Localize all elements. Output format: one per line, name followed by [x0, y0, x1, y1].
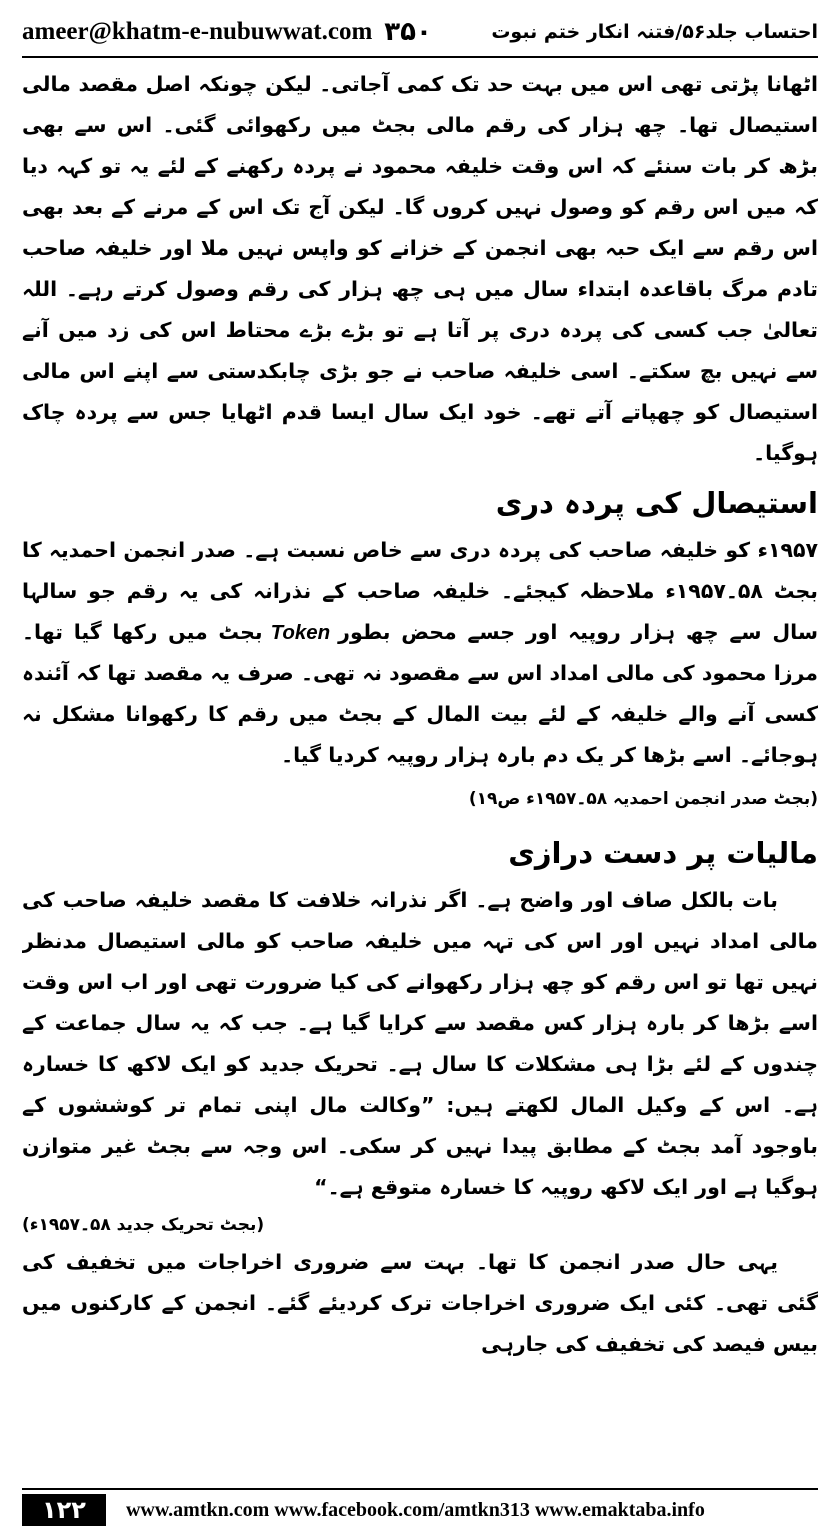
reference-1: (بجٹ صدر انجمن احمدیہ ۵۸۔۱۹۵۷ء ص۱۹) — [468, 789, 818, 809]
running-title: احتساب جلد۵۶/فتنہ انکار ختم نبوت — [491, 21, 818, 43]
paragraph-2-part-b: بجٹ میں رکھا گیا تھا۔ مرزا محمود کی مالی امداد اس سے مقصود نہ تھی۔ صرف یہ مقصد تھا کہ آئندہ کسی آنے والے خلیفہ کے لئے بیت المال کے بجٹ میں رقم کا رکھوانا مشکل نہ ہوجائے۔ اسے بڑھا کر یک دم بارہ ہزار روپیہ کردیا گیا۔ — [22, 620, 818, 767]
token-word: Token — [270, 621, 331, 644]
reference-2: (بجٹ تحریک جدید ۵۸۔۱۹۵۷ء) — [22, 1215, 265, 1235]
paragraph-3: بات بالکل صاف اور واضح ہے۔ اگر نذرانہ خلافت کا مقصد خلیفہ صاحب کی مالی امداد نہیں اور اس کی تہہ میں خلیفہ صاحب کو مالی استیصال مدنظر نہیں تھا تو اس رقم کو چھ ہزار رکھوانے کی کیا ضرورت تھی اور اب اس وقت اسے بڑھا کر بارہ ہزار کس مقصد سے کرایا گیا ہے۔ جب کہ یہ سال جماعت کے چندوں کے لئے بڑا ہی مشکلات کا سال ہے۔ تحریک جدید کو ایک لاکھ کا خسارہ ہے۔ اس کے وکیل المال لکھتے ہیں: ”وکالت مال اپنی تمام تر کوششوں کے باوجود آمد بجٹ کے مطابق پیدا نہیں کر سکی۔ اس وجہ سے بجٹ غیر متوازن ہوگیا ہے اور ایک لاکھ روپیہ کا خسارہ متوقع ہے۔“ — [22, 888, 818, 1199]
paragraph-1: اٹھانا پڑتی تھی اس میں بہت حد تک کمی آجاتی۔ لیکن چونکہ اصل مقصد مالی استیصال تھا۔ چھ ہزار کی رقم مالی بجٹ میں رکھوائی گئی۔ اس سے بھی بڑھ کر بات سنئے کہ اس وقت خلیفہ محمود نے پردہ رکھنے کے لئے یہ تو کہہ دیا کہ میں اس رقم کو وصول نہیں کروں گا۔ لیکن آج تک اس کے مرنے کے بعد بھی اس رقم سے ایک حبہ بھی انجمن کے خزانے کو واپس نہیں ملا اور خلیفہ صاحب تادم مرگ باقاعدہ ابتداء سال میں ہی چھ ہزار کی رقم وصول کرتے رہے۔ اللہ تعالیٰ جب کسی کی پردہ دری پر آتا ہے تو بڑے بڑے محتاط اس کی زد میں آنے سے نہیں بچ سکتے۔ اسی خلیفہ صاحب نے جو بڑی چابکدستی سے اپنے اس مالی استیصال کو چھپاتے آتے تھے۔ خود ایک سال ایسا قدم اٹھایا جس سے پردہ چاک ہوگیا۔ — [22, 72, 818, 465]
paragraph-2-part-a: ۱۹۵۷ء کو خلیفہ صاحب کی پردہ دری سے خاص نسبت ہے۔ صدر انجمن احمدیہ کا بجٹ ۵۸۔۱۹۵۷ء ملاحظہ کیجئے۔ خلیفہ صاحب کے نذرانہ کی یہ رقم جو سالہا سال سے چھ ہزار روپیہ اور جسے محض بطور — [22, 538, 818, 644]
header-email[interactable]: ameer@khatm-e-nubuwwat.com — [22, 18, 373, 45]
page-header — [22, 8, 818, 58]
page-footer — [22, 1488, 818, 1530]
paragraph-2 — [22, 530, 818, 776]
paragraph-4: یہی حال صدر انجمن کا تھا۔ بہت سے ضروری اخراجات میں تخفیف کی گئی تھی۔ کئی ایک ضروری اخراجات ترک کردیئے گئے۔ انجمن کے کارکنوں میں بیس فیصد کی تخفیف کی جارہی — [22, 1250, 818, 1356]
page-content — [22, 64, 818, 1476]
section-heading-2: مالیات پر دست درازی — [508, 836, 818, 870]
footer-links[interactable]: www.amtkn.com www.facebook.com/amtkn313 www.emaktaba.info — [125, 1498, 705, 1521]
header-page-number: ۳۵۰ — [384, 17, 432, 47]
footer-page-number: ۱۲۲ — [22, 1494, 106, 1526]
section-heading-1: استیصال کی پردہ دری — [495, 486, 818, 520]
header-left — [22, 17, 432, 47]
